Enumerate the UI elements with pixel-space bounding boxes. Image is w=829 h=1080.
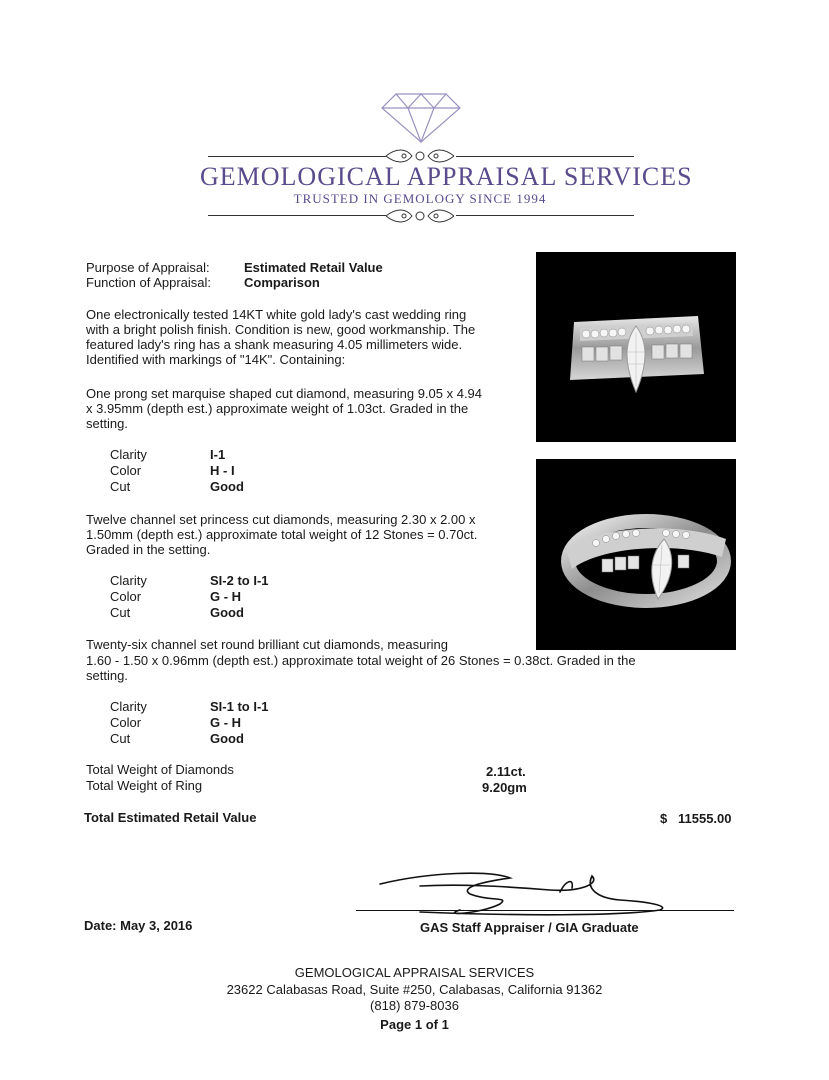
- page-number: Page 1 of 1: [380, 1017, 449, 1032]
- purpose-value: Estimated Retail Value: [244, 260, 383, 275]
- total-diamonds-value: 2.11ct.: [486, 764, 526, 779]
- total-retail-currency: $: [660, 811, 668, 826]
- stone2-color-value: G - H: [210, 589, 242, 604]
- appraiser-title: GAS Staff Appraiser / GIA Graduate: [420, 920, 639, 935]
- total-retail-value: 11555.00: [678, 811, 732, 826]
- header-rule-bottom-left: [208, 215, 386, 216]
- footer-address: 23622 Calabasas Road, Suite #250, Calabasas, California 91362: [226, 982, 603, 997]
- appraisal-date: Date: May 3, 2016: [84, 918, 193, 933]
- stone2-cut-value: Good: [210, 605, 244, 620]
- company-tagline: TRUSTED IN GEMOLOGY SINCE 1994: [293, 191, 547, 206]
- appraiser-signature-icon: [360, 866, 680, 922]
- stone1-color-value: H - I: [210, 463, 235, 478]
- ring-angle-illustration: [536, 459, 736, 650]
- signature-line: [356, 910, 734, 911]
- purpose-label: Purpose of Appraisal:: [86, 260, 210, 275]
- diamond-logo-icon: [380, 92, 462, 144]
- total-diamonds-label: Total Weight of Diamonds: [86, 762, 234, 777]
- header-rule-top-left: [208, 156, 386, 157]
- ring-description: One electronically tested 14KT white gold lady's cast wedding ring with a bright polish finish. Condition is new, good workmanship. The featured lady's ring has a shank measuring 4.05 millimeters wide. Identified with markings of "14K". Containing:: [86, 307, 476, 367]
- ornament-bottom-icon: [384, 206, 456, 226]
- company-name-header: GEMOLOGICAL APPRAISAL SERVICES: [200, 162, 693, 191]
- function-value: Comparison: [244, 275, 320, 290]
- stone3-cut-label: Cut: [110, 731, 131, 746]
- stone2-clarity-value: SI-2 to I-1: [210, 573, 269, 588]
- ring-photo-front: [536, 252, 736, 442]
- stone3-color-label: Color: [110, 715, 142, 730]
- header-rule-bottom-right: [456, 215, 634, 216]
- stone1-clarity-label: Clarity: [110, 447, 147, 462]
- stone3-clarity-label: Clarity: [110, 699, 147, 714]
- stone1-description: One prong set marquise shaped cut diamond, measuring 9.05 x 4.94 x 3.95mm (depth est.) approximate weight of 1.03ct. Graded in the setting.: [86, 386, 483, 431]
- total-ring-value: 9.20gm: [482, 780, 527, 795]
- stone1-cut-value: Good: [210, 479, 244, 494]
- footer-phone: (818) 879-8036: [370, 998, 459, 1013]
- stone1-cut-label: Cut: [110, 479, 131, 494]
- stone3-description-line1: Twenty-six channel set round brilliant cut diamonds, measuring: [86, 637, 449, 652]
- header-rule-top-right: [456, 156, 634, 157]
- stone2-cut-label: Cut: [110, 605, 131, 620]
- ring-photo-angle: [536, 459, 736, 650]
- total-retail-label: Total Estimated Retail Value: [84, 810, 257, 825]
- function-label: Function of Appraisal:: [86, 275, 212, 290]
- ring-front-illustration: [536, 252, 736, 442]
- stone1-clarity-value: I-1: [210, 447, 226, 462]
- stone3-description-line3: setting.: [86, 668, 128, 683]
- stone3-color-value: G - H: [210, 715, 242, 730]
- stone3-description-line2: 1.60 - 1.50 x 0.96mm (depth est.) approximate total weight of 26 Stones = 0.38ct. Graded in the: [86, 653, 636, 668]
- stone3-clarity-value: SI-1 to I-1: [210, 699, 269, 714]
- total-ring-label: Total Weight of Ring: [86, 778, 203, 793]
- stone2-clarity-label: Clarity: [110, 573, 147, 588]
- stone2-color-label: Color: [110, 589, 142, 604]
- stone1-color-label: Color: [110, 463, 142, 478]
- footer-company: GEMOLOGICAL APPRAISAL SERVICES: [294, 965, 535, 980]
- stone2-description: Twelve channel set princess cut diamonds, measuring 2.30 x 2.00 x 1.50mm (depth est.) approximate total weight of 12 Stones = 0.70ct. Graded in the setting.: [86, 512, 478, 557]
- stone3-cut-value: Good: [210, 731, 244, 746]
